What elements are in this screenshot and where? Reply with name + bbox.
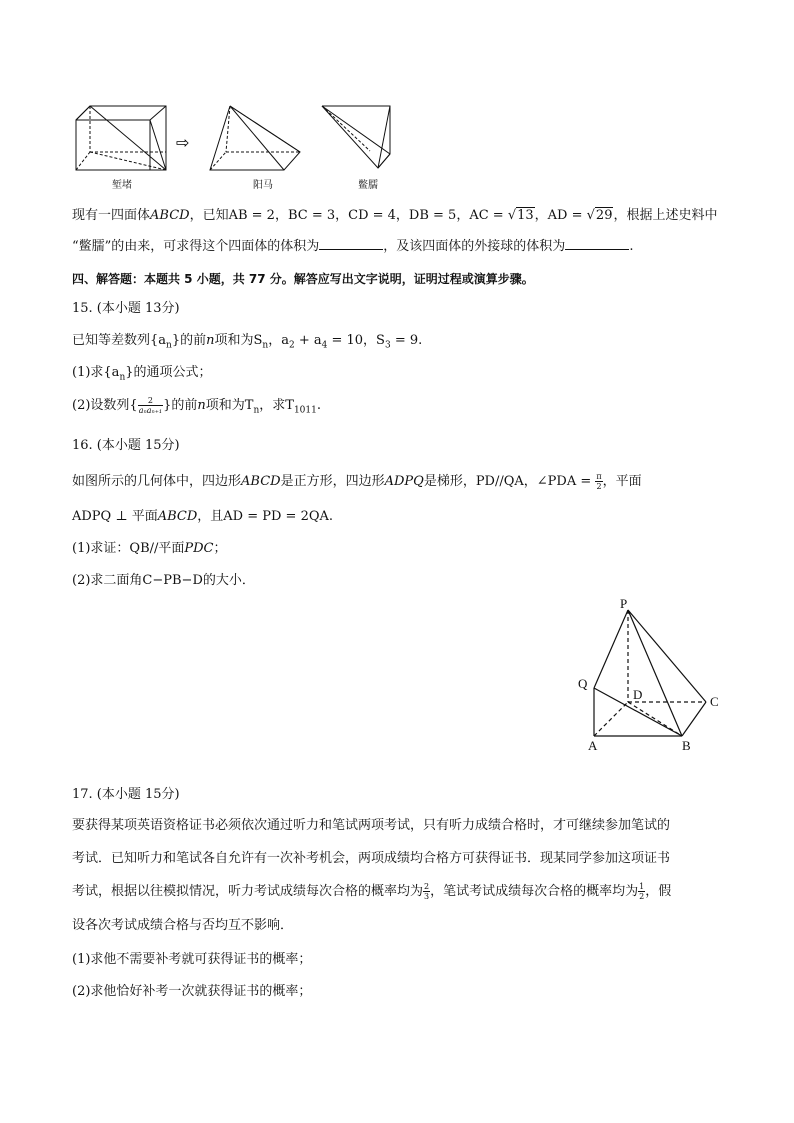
answer-blank-1[interactable] — [319, 237, 383, 250]
q15-part1: (1)求$\{a_n\}$的通项公式； — [72, 365, 212, 383]
q17-part1: (1)求他不需要补考就可获得证书的概率； — [72, 952, 312, 967]
section4-heading: 四、解答题：本题共 5 小题，共 77 分。解答应写出文字说明，证明过程或演算步骤。 — [72, 272, 534, 286]
q15-header: 15. (本小题 13分) — [72, 301, 180, 316]
pyramid-figure — [210, 106, 300, 170]
label-q: Q — [578, 676, 588, 691]
problem14-line2: “鳖臑”的由来，可求得这个四面体的体积为 ，及该四面体的外接球的体积为 . — [72, 239, 634, 254]
q17-part2: (2)求他恰好补考一次就获得证书的概率； — [72, 984, 312, 999]
geometry-figure — [570, 596, 730, 756]
prism-figure — [76, 106, 166, 170]
caption-yangma: 阳马 — [253, 180, 273, 191]
q15-part2: (2)设数列{ $\frac{2}{\text{aₙaₙ₊₁}}$ }的前n项和为$T_n$，求$T_{1011}$. — [72, 396, 321, 416]
solids-figure-row — [60, 96, 420, 196]
sqrt-29: √29 — [586, 208, 613, 223]
label-b: B — [682, 738, 691, 753]
fraction-1-2: $\frac{1}{2}$ — [639, 882, 645, 901]
problem14-line1: 现有一四面体ABCD，已知AB = 2，BC = 3，CD = 4，DB = 5，AC = √13，AD = √29，根据上述史料中 — [72, 208, 718, 223]
fraction-pi-over-2: $\frac{\pi}{2}$ — [596, 472, 602, 491]
fraction-2-3: $\frac{2}{3}$ — [424, 882, 430, 901]
label-p: P — [620, 596, 628, 611]
label-a: A — [588, 738, 598, 753]
q17-stem-line3: 考试，根据以往模拟情况，听力考试成绩每次合格的概率均为 $\frac{2}{3}$ ，笔试考试成绩每次合格的概率均为 $\frac{1}{2}$ ，假 — [72, 882, 672, 901]
sqrt-13: √13 — [507, 208, 534, 223]
edge-pq — [594, 610, 628, 688]
q16-stem-line1: 如图所示的几何体中，四边形ABCD是正方形，四边形ADPQ是梯形，PD//QA，∠PDA = $\frac{\pi}{2}$ ，平面 — [72, 472, 642, 491]
q17-stem-line4: 设各次考试成绩合格与否均互不影响． — [72, 918, 294, 933]
tetrahedron-figure — [322, 106, 390, 168]
edge-bc — [682, 702, 706, 736]
q17-stem-line2: 考试．已知听力和笔试各自允许有一次补考机会，两项成绩均合格方可获得证书．现某同学参加这项证书 — [72, 851, 671, 866]
edge-ad — [594, 702, 628, 736]
edge-pb — [628, 610, 682, 736]
arrow-icon: ⇨ — [176, 133, 190, 152]
caption-bienao: 鳖臑 — [358, 180, 378, 191]
q16-header: 16. (本小题 15分) — [72, 438, 180, 453]
fraction-2-over-product: $\frac{2}{\text{aₙaₙ₊₁}}$ — [138, 396, 163, 415]
q17-header: 17. (本小题 15分) — [72, 787, 180, 802]
q16-stem-line2: ADPQ ⊥ 平面ABCD，且AD = PD = 2QA. — [72, 509, 334, 524]
label-c: C — [710, 694, 719, 709]
caption-qiandu: 堑堵 — [112, 180, 132, 191]
q16-part2: (2)求二面角C−PB−D的大小． — [72, 573, 255, 588]
answer-blank-2[interactable] — [565, 237, 629, 250]
q17-stem-line1: 要获得某项英语资格证书必须依次通过听力和笔试两项考试，只有听力成绩合格时，才可继续参加笔试的 — [72, 818, 671, 833]
q16-part1: (1)求证：QB//平面PDC； — [72, 541, 227, 556]
label-d: D — [633, 687, 643, 702]
q15-stem: 已知等差数列$\{a_n\}$的前n项和为$S_n$，$a_2 + a_4 = 10$，$S_3 = 9$. — [72, 333, 423, 351]
